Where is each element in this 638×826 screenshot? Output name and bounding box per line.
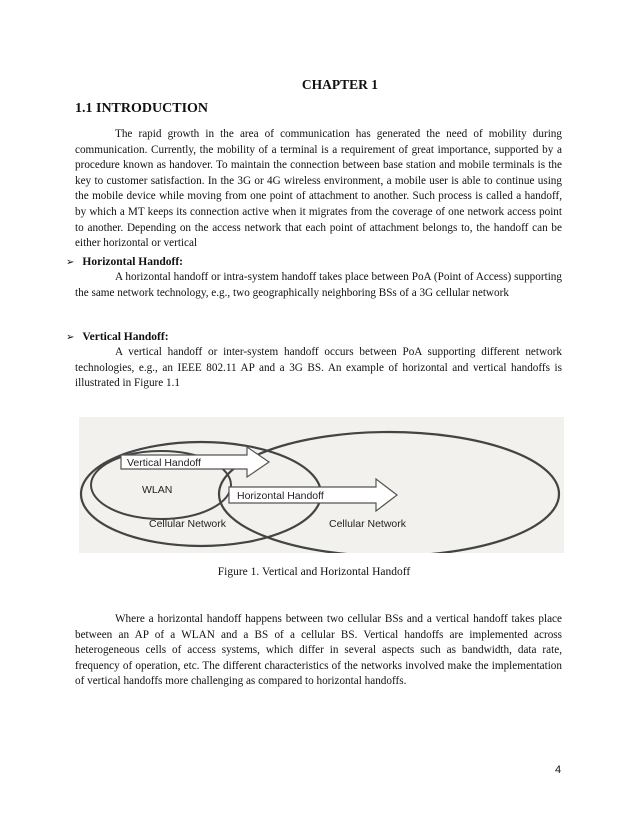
intro-text: The rapid growth in the area of communication has generated the need of mobility during communication. Currently, the mobility of a terminal is a requirement of great importance, supported by a procedure known as handover. To maintain the connection between base station and mobile terminals is the key to customer satisfaction. In the 3G or 4G wireless environment, a mobile user is able to continue using the mobile device while moving from one point of attachment to another. Such process is called a handoff, by which a MT keeps its connection active when it migrates from the coverage of one network access point to another. Depending on the access network that each point of attachment belongs to, the handoff can be either horizontal or vertical [75,128,562,250]
page-number: 4 [555,764,562,776]
horizontal-handoff-paragraph [75,270,562,301]
vertical-handoff-paragraph [75,345,562,392]
cellular-left-label: Cellular Network [149,518,227,530]
vertical-heading-text: Vertical Handoff: [82,331,169,343]
figure-caption: Figure 1. Vertical and Horizontal Handoff [217,566,411,578]
cellular-right-label: Cellular Network [329,518,407,530]
wlan-label: WLAN [142,484,173,496]
vertical-handoff-label: Vertical Handoff [127,457,201,469]
closing-paragraph [75,612,562,690]
intro-paragraph [75,127,562,252]
horizontal-text: A horizontal handoff or intra-system handoff takes place between PoA (Point of Access) supporting the same network technology, e.g., two geographically neighboring BSs of a 3G cellular network [75,271,562,299]
closing-text: Where a horizontal handoff happens between two cellular BSs and a vertical handoff takes place between an AP of a WLAN and a BS of a cellular BS. Vertical handoffs are implemented across heterogeneous cells of access systems, which differ in several aspects such as bandwidth, data rate, frequency of operation, etc. The different characteristics of the networks involved make the implementation of vertical handoffs more challenging as compared to horizontal handoffs. [75,613,562,688]
arrow-bullet-icon: ➢ [66,332,75,343]
horizontal-heading-text: Horizontal Handoff: [82,256,184,268]
handoff-figure [79,417,564,553]
horizontal-handoff-heading [66,256,183,268]
section-title: 1.1 INTRODUCTION [75,101,209,116]
arrow-bullet-icon: ➢ [66,257,75,268]
chapter-heading: CHAPTER 1 [301,77,379,92]
vertical-handoff-heading [66,331,169,343]
vertical-text: A vertical handoff or inter-system handoff occurs between PoA supporting different network technologies, e.g., an IEEE 802.11 AP and a 3G BS. An example of horizontal and vertical handoffs is illustrated in Figure 1.1 [75,346,562,390]
horizontal-handoff-label: Horizontal Handoff [237,490,324,502]
